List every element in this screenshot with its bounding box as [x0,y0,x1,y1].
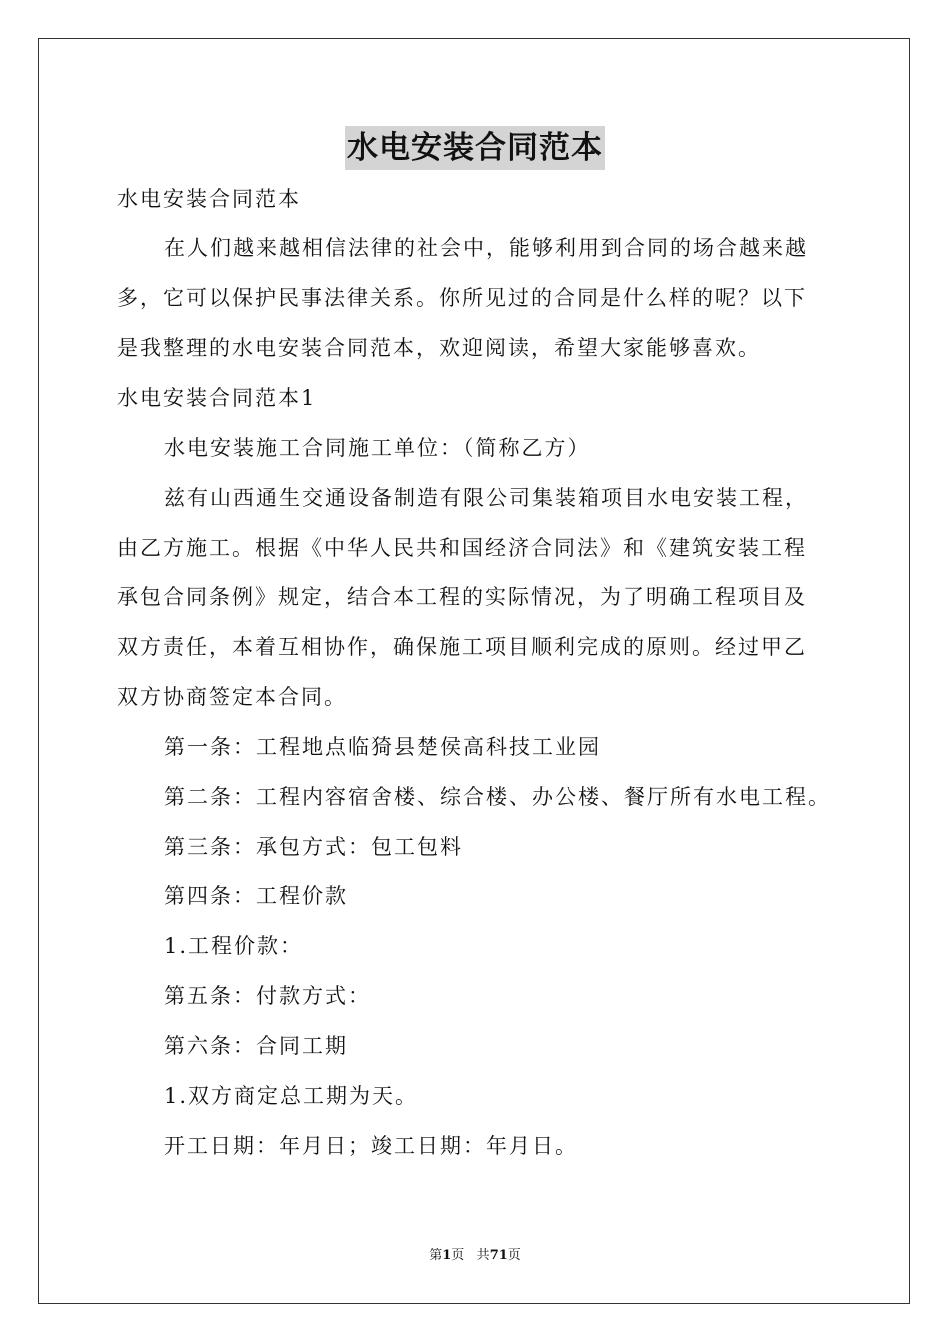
paragraph-line: 承包合同条例》规定，结合本工程的实际情况，为了明确工程项目及 [117,585,807,609]
page-footer [0,1247,950,1265]
paragraph-line: 由乙方施工。根据《中华人民共和国经济合同法》和《建筑安装工程 [117,536,807,560]
footer-prefix: 第 [429,1248,443,1263]
footer-total-unit: 页 [507,1248,521,1263]
clause-line: 第四条：工程价款 [164,884,348,908]
page-border [38,38,910,1304]
total-pages-number: 71 [489,1248,508,1263]
paragraph-line: 是我整理的水电安装合同范本，欢迎阅读，希望大家能够喜欢。 [117,336,761,360]
footer-page-unit: 页 [451,1248,465,1263]
paragraph-line: 双方协商签定本合同。 [117,685,347,709]
clause-line: 开工日期：年月日；竣工日期：年月日。 [164,1134,578,1158]
document-title: 水电安装合同范本 [345,126,605,170]
section-heading: 水电安装合同范本1 [117,386,317,410]
clause-line: 1.工程价款： [164,934,304,958]
clause-line: 1.双方商定总工期为天。 [164,1084,419,1108]
title-container [0,126,950,170]
subtitle-line: 水电安装合同范本 [117,187,301,211]
footer-total-prefix: 共 [476,1248,490,1263]
clause-line: 第一条：工程地点临猗县楚侯高科技工业园 [164,735,601,759]
paragraph-line: 兹有山西通生交通设备制造有限公司集装箱项目水电安装工程， [164,486,808,510]
clause-line: 第三条：承包方式：包工包料 [164,835,463,859]
clause-line: 第五条：付款方式： [164,984,371,1008]
clause-line: 第二条：工程内容宿舍楼、综合楼、办公楼、餐厅所有水电工程。 [164,785,831,809]
current-page-number: 1 [442,1248,452,1263]
paragraph-line: 在人们越来越相信法律的社会中，能够利用到合同的场合越来越 [164,236,808,260]
paragraph-line: 多，它可以保护民事法律关系。你所见过的合同是什么样的呢？以下 [117,286,807,310]
paragraph-line: 水电安装施工合同施工单位：（简称乙方） [164,436,591,460]
paragraph-line: 双方责任，本着互相协作，确保施工项目顺利完成的原则。经过甲乙 [117,635,807,659]
clause-line: 第六条：合同工期 [164,1034,348,1058]
